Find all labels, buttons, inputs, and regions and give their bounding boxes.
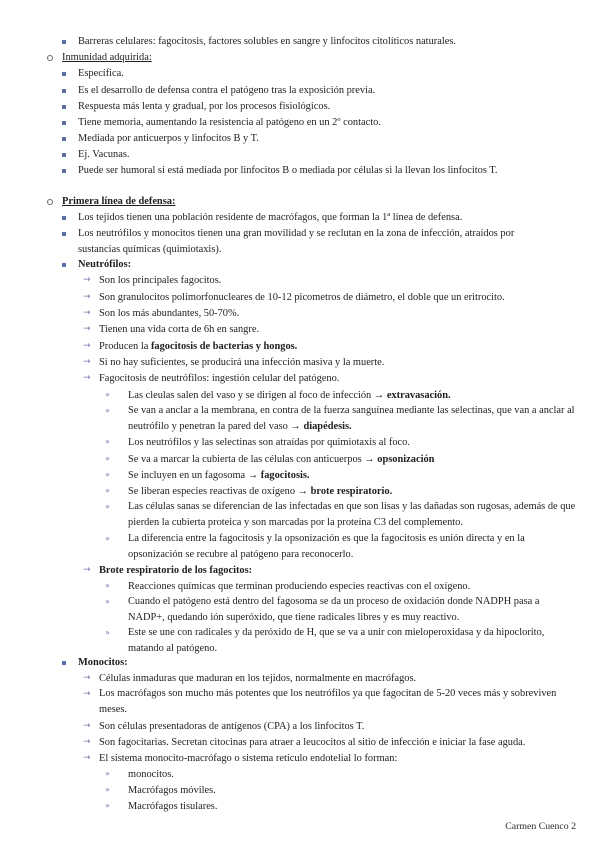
- bullet-arrow: →: [83, 737, 91, 747]
- bullet-square: [62, 263, 66, 267]
- section-heading: Inmunidad adquirida:: [62, 52, 152, 63]
- bullet-double-arrow: »: [105, 390, 110, 399]
- bullet-square: [62, 137, 66, 141]
- bullet-double-arrow: »: [105, 470, 110, 479]
- subsection-heading: Monocitos:: [78, 657, 128, 668]
- text-line: Macrófagos tisulares.: [128, 801, 218, 812]
- text-line: Ej. Vacunas.: [78, 149, 130, 160]
- text-line: Son fagocitarias. Secretan citocinas para atraer a leucocitos al sitio de infección e iniciar la fase aguda.: [99, 737, 526, 748]
- bullet-circle: [47, 55, 53, 61]
- bullet-arrow: →: [83, 753, 91, 763]
- bullet-double-arrow: »: [105, 454, 110, 463]
- text-line: Los tejidos tienen una población residente de macrófagos, que forman la 1ª línea de defensa.: [78, 212, 463, 223]
- text-line: Cuando el patógeno está dentro del fagosoma se da un proceso de oxidación donde NADPH pasa a NADP+, quedando ión superóxido, que tiene radicales libres y es muy reactivo.: [128, 596, 540, 623]
- bullet-square: [62, 40, 66, 44]
- text-line: Se liberan especies reactivas de oxígeno → brote respiratorio.: [128, 486, 393, 497]
- text-line: monocitos.: [128, 769, 174, 780]
- bullet-arrow: →: [83, 308, 91, 318]
- bullet-square: [62, 232, 66, 236]
- page-footer: Carmen Cuenco 2: [505, 821, 576, 832]
- text-line: Es el desarrollo de defensa contra el patógeno tras la exposición previa.: [78, 85, 376, 96]
- text-line: Respuesta más lenta y gradual, por los procesos fisiológicos.: [78, 101, 331, 112]
- text-line: Son células presentadoras de antígenos (CPA) a los linfocitos T.: [99, 721, 365, 732]
- bullet-double-arrow: »: [105, 502, 110, 511]
- text-line: Fagocitosis de neutrófilos: ingestión celular del patógeno.: [99, 373, 340, 384]
- bullet-arrow: →: [83, 324, 91, 334]
- text-line: Son granulocitos polimorfonucleares de 10-12 picometros de diámetro, el doble que un eritrocito.: [99, 292, 505, 303]
- text-line: Las células sanas se diferencian de las infectadas en que son lisas y las dañadas son rugosas, además de que pierden la cubierta proteica y son marcadas por la proteína C3 del complemento.: [128, 501, 576, 528]
- text-line: Células inmaduras que maduran en los tejidos, normalmente en macrófagos.: [99, 673, 417, 684]
- bullet-arrow: →: [83, 341, 91, 351]
- text-line: Son los más abundantes, 50-70%.: [99, 308, 240, 319]
- bullet-square: [62, 89, 66, 93]
- text-line: Las cleulas salen del vaso y se dirigen al foco de infección → extravasación.: [128, 390, 451, 401]
- bullet-double-arrow: »: [105, 437, 110, 446]
- section-heading: Primera línea de defensa:: [62, 196, 176, 207]
- bullet-double-arrow: »: [105, 486, 110, 495]
- bullet-arrow: →: [83, 673, 91, 683]
- text-line: Macrófagos móviles.: [128, 785, 216, 796]
- bullet-square: [62, 153, 66, 157]
- text-line: Específica.: [78, 68, 124, 79]
- text-line: Son los principales fagocitos.: [99, 275, 222, 286]
- text-line: Reacciones químicas que terminan produciendo especies reactivas con el oxígeno.: [128, 581, 471, 592]
- text-line: Puede ser humoral si está mediada por linfocitos B o mediada por células si la llevan los linfocitos T.: [78, 165, 498, 176]
- bullet-double-arrow: »: [105, 581, 110, 590]
- text-line: Producen la fagocitosis de bacterias y hongos.: [99, 341, 298, 352]
- text-line: Los neutrófilos y las selectinas son atraídas por quimiotaxis al foco.: [128, 437, 410, 448]
- bullet-arrow: →: [83, 373, 91, 383]
- text-line: El sistema monocito-macrófago o sistema retículo endotelial lo forman:: [99, 753, 398, 764]
- bullet-square: [62, 216, 66, 220]
- text-line: Se va a marcar la cubierta de las células con anticuerpos → opsonización: [128, 454, 435, 465]
- text-line: Barreras celulares: fagocitosis, factores solubles en sangre y linfocitos citolíticos naturales.: [78, 36, 456, 47]
- bullet-double-arrow: »: [105, 785, 110, 794]
- bullet-double-arrow: »: [105, 406, 110, 415]
- text-line: Tiene memoria, aumentando la resistencia al patógeno en un 2º contacto.: [78, 117, 381, 128]
- subsection-heading: Brote respiratorio de los fagocitos:: [99, 565, 253, 576]
- text-line: La diferencia entre la fagocitosis y la opsonización es que la fagocitosis es unión directa y en la opsonización se recubre al patógeno para reconocerlo.: [128, 533, 525, 560]
- bullet-arrow: →: [83, 357, 91, 367]
- text-line: Tienen una vida corta de 6h en sangre.: [99, 324, 260, 335]
- bullet-arrow: →: [83, 689, 91, 699]
- bullet-arrow: →: [83, 721, 91, 731]
- text-line: Si no hay suficientes, se producirá una infección masiva y la muerte.: [99, 357, 385, 368]
- bullet-arrow: →: [83, 565, 91, 575]
- bullet-double-arrow: »: [105, 597, 110, 606]
- text-line: Se van a anclar a la membrana, en contra de la fuerza sanguínea mediante las selectinas, que van a anclar al neutrófilo y penetran la pared del vaso → diapédesis.: [128, 405, 575, 432]
- bullet-arrow: →: [83, 292, 91, 302]
- bullet-square: [62, 169, 66, 173]
- text-line: Los macrófagos son mucho más potentes que los neutrófilos ya que fagocitan de 5-20 veces más y sobreviven meses.: [99, 688, 557, 715]
- bullet-square: [62, 121, 66, 125]
- bullet-double-arrow: »: [105, 628, 110, 637]
- subsection-heading: Neutrófilos:: [78, 259, 132, 270]
- bullet-arrow: →: [83, 275, 91, 285]
- text-line: Mediada por anticuerpos y linfocitos B y T.: [78, 133, 259, 144]
- text-line: Los neutrófilos y monocitos tienen una gran movilidad y se reclutan en la zona de infección, atraídos por sustancias químicas (quimiotaxis).: [78, 228, 515, 255]
- bullet-double-arrow: »: [105, 769, 110, 778]
- text-line: Se incluyen en un fagosoma → fagocitosis.: [128, 470, 310, 481]
- bullet-square: [62, 661, 66, 665]
- bullet-square: [62, 72, 66, 76]
- bullet-circle: [47, 199, 53, 205]
- bullet-double-arrow: »: [105, 801, 110, 810]
- bullet-double-arrow: »: [105, 534, 110, 543]
- bullet-square: [62, 105, 66, 109]
- text-line: Este se une con radicales y da peróxido de H, que se va a unir con mieloperoxidasa y da hipoclorito, matando al patógeno.: [128, 627, 545, 654]
